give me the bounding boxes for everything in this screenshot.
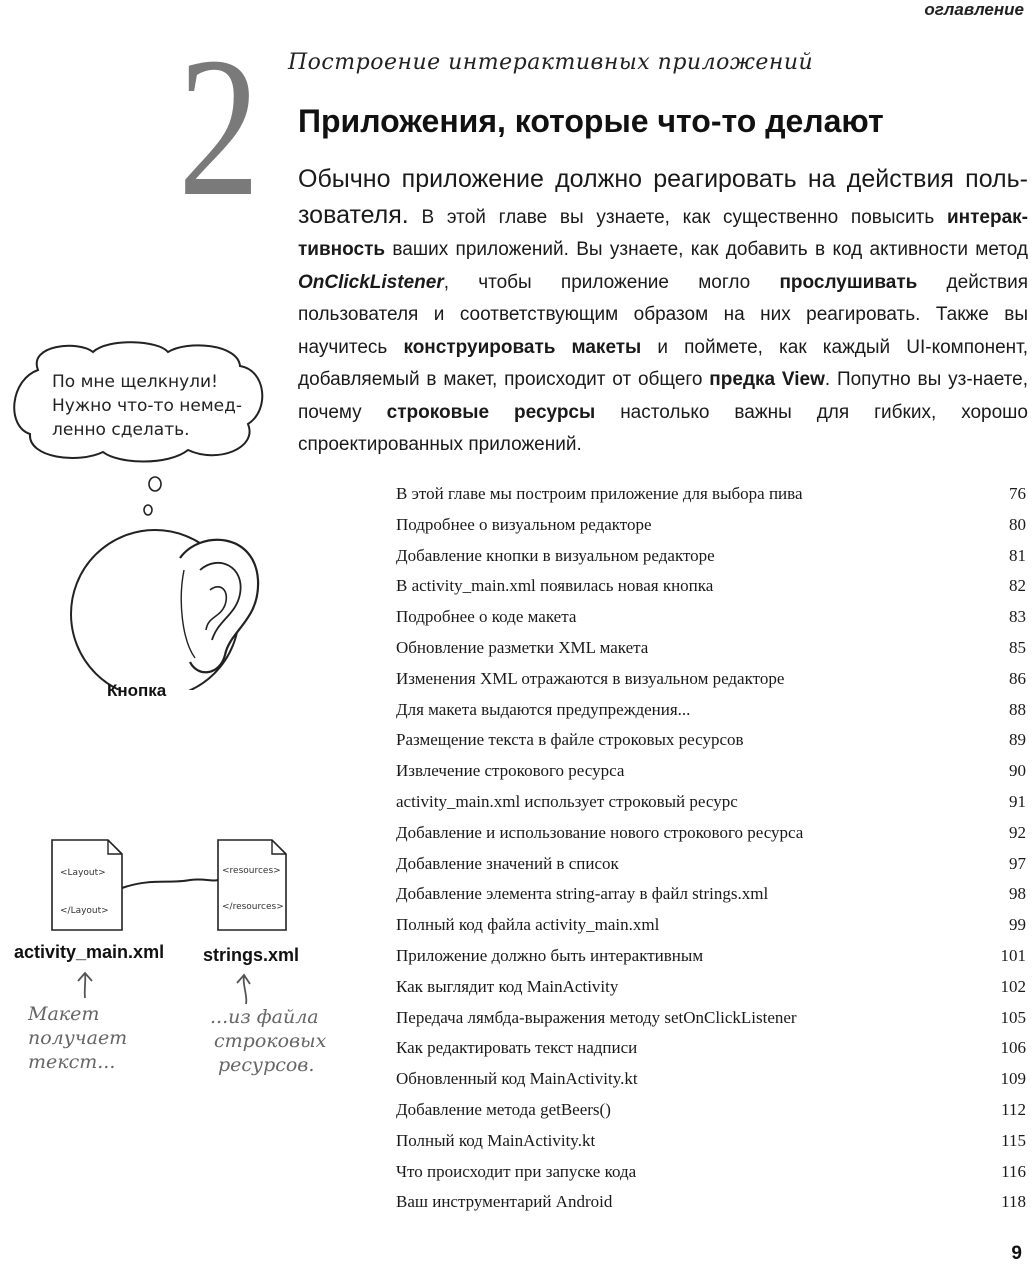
toc-entry[interactable]: [396, 510, 1026, 541]
section-header: оглавление: [924, 0, 1024, 19]
toc-entry[interactable]: [396, 1126, 1026, 1157]
toc-entry[interactable]: [396, 787, 1026, 818]
handwritten-note-resources: ...из файла строковых ресурсов.: [210, 1006, 327, 1076]
toc-entry-title: Как редактировать текст надписи: [396, 1038, 638, 1058]
arrow-icon: [228, 972, 262, 1006]
toc-entry[interactable]: [396, 1064, 1026, 1095]
chapter-title: Приложения, которые что-то делают: [298, 103, 884, 139]
toc-entry-title: Добавление элемента string-array в файл strings.xml: [396, 884, 769, 904]
toc-entry-page: 118: [1001, 1192, 1026, 1212]
toc-entry-title: Добавление и использование нового строкового ресурса: [396, 822, 804, 842]
toc-entry-page: 91: [1009, 791, 1026, 811]
toc-entry-title: В activity_main.xml появилась новая кнопка: [396, 576, 714, 596]
toc-entry[interactable]: [396, 725, 1026, 756]
toc-entry-title: Обновленный код MainActivity.kt: [396, 1069, 638, 1089]
resources-close-tag: </resources>: [222, 902, 284, 912]
chapter-intro: Обычно приложение должно реагировать на действия поль-зователя. В этой главе вы узнаете, как существенно повысить интерак-тивность ваших приложений. Вы узнаете, как добавить в код активности метод OnClickListener, чтобы приложение могло прослушивать действия пользователя и соответствующим образом на них реагировать. Также вы научитесь конструировать макеты и поймете, как каждый UI-компонент, добавляемый в макет, происходит от общего предка View. Попутно вы уз-наете, почему строковые ресурсы настолько важны для гибких, хорошо спроектированных приложений.: [298, 165, 1029, 455]
toc-entry[interactable]: [396, 541, 1026, 572]
toc-entry[interactable]: [396, 941, 1026, 972]
arrow-icon: [70, 970, 100, 1000]
toc-entry-page: 82: [1009, 576, 1026, 596]
toc-entry-title: Подробнее о визуальном редакторе: [396, 514, 652, 534]
toc-entry-title: Добавление кнопки в визуальном редакторе: [396, 545, 715, 565]
toc-entry-page: 106: [1000, 1038, 1026, 1058]
toc-entry[interactable]: [396, 1003, 1026, 1034]
toc-entry-page: 85: [1009, 637, 1026, 657]
toc-entry-page: 90: [1009, 761, 1026, 781]
toc-entry-page: 112: [1001, 1099, 1026, 1119]
toc-entry-title: activity_main.xml использует строковый ресурс: [396, 791, 738, 811]
toc-entry[interactable]: [396, 972, 1026, 1003]
toc-entry[interactable]: [396, 1033, 1026, 1064]
toc-entry-page: 88: [1009, 699, 1026, 719]
toc-entry-page: 81: [1009, 545, 1026, 565]
toc-entry-title: Извлечение строкового ресурса: [396, 761, 625, 781]
toc-entry-page: 86: [1009, 668, 1026, 688]
toc-entry-page: 101: [1000, 945, 1026, 965]
toc-entry-title: Изменения XML отражаются в визуальном редакторе: [396, 668, 785, 688]
toc-entry-title: Для макета выдаются предупреждения...: [396, 699, 691, 719]
toc-entry-title: Приложение должно быть интерактивным: [396, 945, 704, 965]
toc-entry[interactable]: [396, 910, 1026, 941]
chapter-subtitle: Построение интерактивных приложений: [288, 50, 814, 75]
doc1-filename: activity_main.xml: [14, 942, 165, 962]
toc-entry-title: Обновление разметки XML макета: [396, 637, 649, 657]
page-number: 9: [1011, 1243, 1022, 1264]
toc-entry-page: 76: [1009, 484, 1026, 503]
toc-entry-page: 102: [1000, 976, 1026, 996]
toc-entry[interactable]: [396, 1095, 1026, 1126]
toc-entry-title: Добавление значений в список: [396, 853, 619, 873]
toc-entry-title: Размещение текста в файле строковых ресурсов: [396, 730, 744, 750]
xml-documents-diagram: [40, 830, 300, 940]
toc-entry-title: Ваш инструментарий Android: [396, 1192, 613, 1212]
toc-entry[interactable]: [396, 602, 1026, 633]
resources-open-tag: <resources>: [222, 866, 281, 876]
toc-entry-page: 116: [1001, 1161, 1026, 1181]
toc-entry-page: 99: [1009, 915, 1026, 935]
toc-entry-title: Как выглядит код MainActivity: [396, 976, 619, 996]
button-label: Кнопка: [107, 681, 167, 700]
toc-entry[interactable]: [396, 664, 1026, 695]
toc-entry-title: Передача лямбда-выражения методу setOnClickListener: [396, 1007, 797, 1027]
toc-entry-title: Добавление метода getBeers(): [396, 1099, 611, 1119]
toc-entry-title: Полный код файла activity_main.xml: [396, 915, 660, 935]
toc-entry-page: 115: [1001, 1130, 1026, 1150]
toc-entry-title: Подробнее о коде макета: [396, 607, 577, 627]
toc-entry-page: 98: [1009, 884, 1026, 904]
toc-entry[interactable]: [396, 1157, 1026, 1188]
toc-entry-title: Полный код MainActivity.kt: [396, 1130, 596, 1150]
toc-entry-title: В этой главе мы построим приложение для выбора пива: [396, 484, 803, 503]
toc-entry[interactable]: [396, 479, 1026, 510]
toc-entry-page: 92: [1009, 822, 1026, 842]
doc2-filename: strings.xml: [203, 945, 300, 965]
layout-open-tag: <Layout>: [60, 868, 106, 878]
table-of-contents: [396, 479, 1026, 1218]
toc-entry[interactable]: [396, 818, 1026, 849]
toc-entry-page: 105: [1000, 1007, 1026, 1027]
bubble-text: По мне щелкнули! Нужно что-то немед- ленно сделать.: [52, 372, 243, 440]
toc-entry-page: 89: [1009, 730, 1026, 750]
toc-entry-page: 83: [1009, 607, 1026, 627]
chapter-number: 2: [178, 17, 260, 238]
toc-entry[interactable]: [396, 756, 1026, 787]
layout-close-tag: </Layout>: [60, 906, 109, 916]
toc-entry[interactable]: [396, 633, 1026, 664]
toc-entry[interactable]: [396, 695, 1026, 726]
toc-entry[interactable]: [396, 571, 1026, 602]
toc-entry-title: Что происходит при запуске кода: [396, 1161, 637, 1181]
toc-entry-page: 80: [1009, 514, 1026, 534]
button-ear-illustration: [60, 470, 280, 690]
handwritten-note-layout: Макет получает текст...: [28, 1003, 128, 1073]
toc-entry-page: 109: [1000, 1069, 1026, 1089]
intro-lead: Обычно приложение должно реагировать на действия поль-зователя.: [298, 165, 1028, 229]
toc-entry[interactable]: [396, 1187, 1026, 1218]
toc-entry[interactable]: [396, 879, 1026, 910]
toc-entry-page: 97: [1009, 853, 1026, 873]
toc-entry[interactable]: [396, 849, 1026, 880]
